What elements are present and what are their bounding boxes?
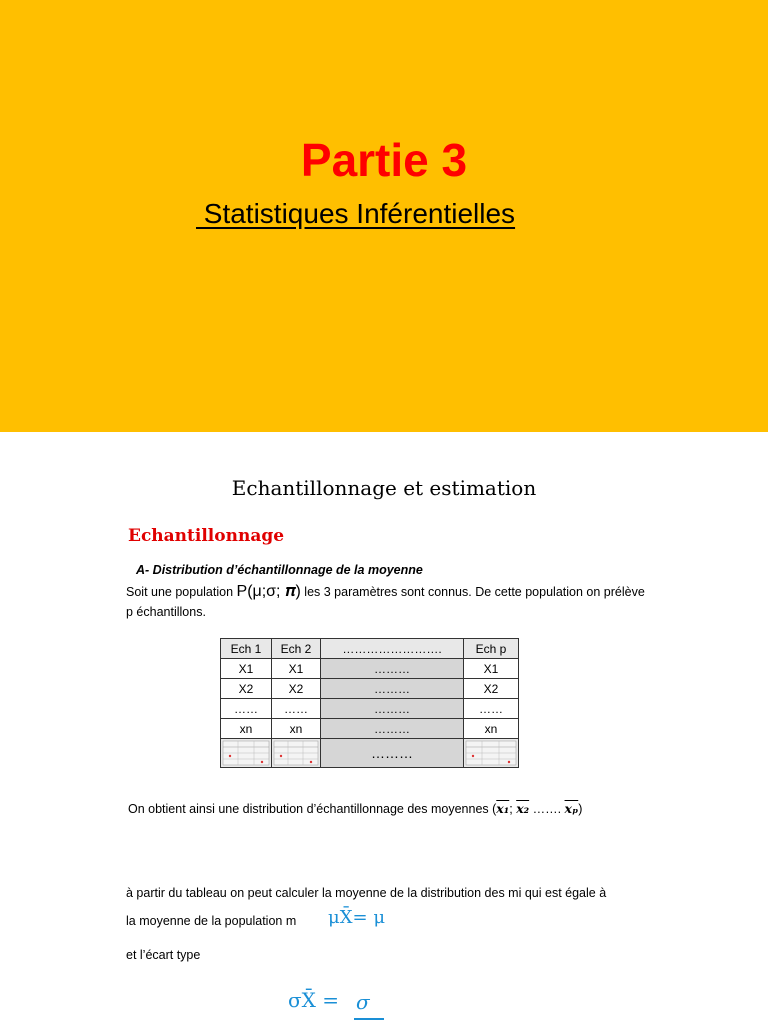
intro-paragraph (126, 582, 646, 622)
document-title: Echantillonnage et estimation (231, 476, 537, 500)
table-cell: ……… (321, 679, 464, 699)
table-header-cell: ……………………. (321, 639, 464, 659)
mini-table-thumbnail (464, 739, 519, 768)
mini-table-graphic (465, 740, 517, 766)
intro-suffix: les 3 paramètres sont connus. De cette population on prélève p échantillons. (126, 585, 645, 619)
table-cell: ……… (321, 699, 464, 719)
table-cell: xn (464, 719, 519, 739)
mean-xp: $\overline{x_p}$ (564, 801, 579, 816)
samples-table (220, 638, 519, 768)
table-cell: xn (272, 719, 321, 739)
table-header-cell: Ech 2 (272, 639, 321, 659)
table-cell: X2 (464, 679, 519, 699)
result-dots: ……. (529, 802, 565, 816)
mini-table-graphic (222, 740, 270, 766)
formula-std-left: σX̄ = (288, 988, 340, 1012)
mean-x2: x₂ (516, 801, 530, 816)
part-title: Partie 3 (300, 134, 468, 186)
result-sentence (128, 801, 582, 816)
subsection-heading: A- Distribution d’échantillonnage de la moyenne (136, 563, 423, 577)
table-cell: …… (221, 699, 272, 719)
section-heading: Echantillonnage (128, 526, 285, 546)
table-cell: X1 (464, 659, 519, 679)
formula-mean: μX̄= μ (328, 907, 386, 928)
mean-x1: x₁ (496, 801, 510, 816)
result-suffix: ) (578, 802, 583, 816)
intro-prefix: Soit une population (126, 585, 237, 599)
table-cell: X2 (221, 679, 272, 699)
table-row-thumbnails (221, 739, 519, 768)
title-banner (0, 0, 768, 432)
mini-table-thumbnail (221, 739, 272, 768)
table-cell: xn (221, 719, 272, 739)
table-cell: …… (464, 699, 519, 719)
table-header-cell: Ech 1 (221, 639, 272, 659)
mini-table-thumbnail (272, 739, 321, 768)
table-cell: ……… (321, 659, 464, 679)
table-cell: ……… (321, 739, 464, 768)
table-cell: ……… (321, 719, 464, 739)
table-header-row (221, 639, 519, 659)
table-header-cell: Ech p (464, 639, 519, 659)
fraction-bar (354, 1018, 384, 1020)
table-cell: X2 (272, 679, 321, 699)
table-row (221, 719, 519, 739)
table-cell: …… (272, 699, 321, 719)
result-prefix: On obtient ainsi une distribution d’échantillonnage des moyennes ( (128, 802, 497, 816)
paragraph-std: et l’écart type (126, 948, 201, 962)
mini-table-graphic (273, 740, 319, 766)
table-row (221, 679, 519, 699)
population-symbol: P(μ;σ; 𝝅) (236, 583, 301, 600)
table-cell: X1 (272, 659, 321, 679)
table-cell: X1 (221, 659, 272, 679)
table-row (221, 659, 519, 679)
paragraph-mean: à partir du tableau on peut calculer la moyenne de la distribution des mi qui est égale à (126, 886, 607, 900)
table-row (221, 699, 519, 719)
formula-std-numerator: σ (356, 990, 370, 1014)
paragraph-population-mean: la moyenne de la population m (126, 914, 297, 928)
result-separator: ; (509, 802, 517, 816)
part-subtitle: Statistiques Inférentielles (196, 198, 516, 229)
